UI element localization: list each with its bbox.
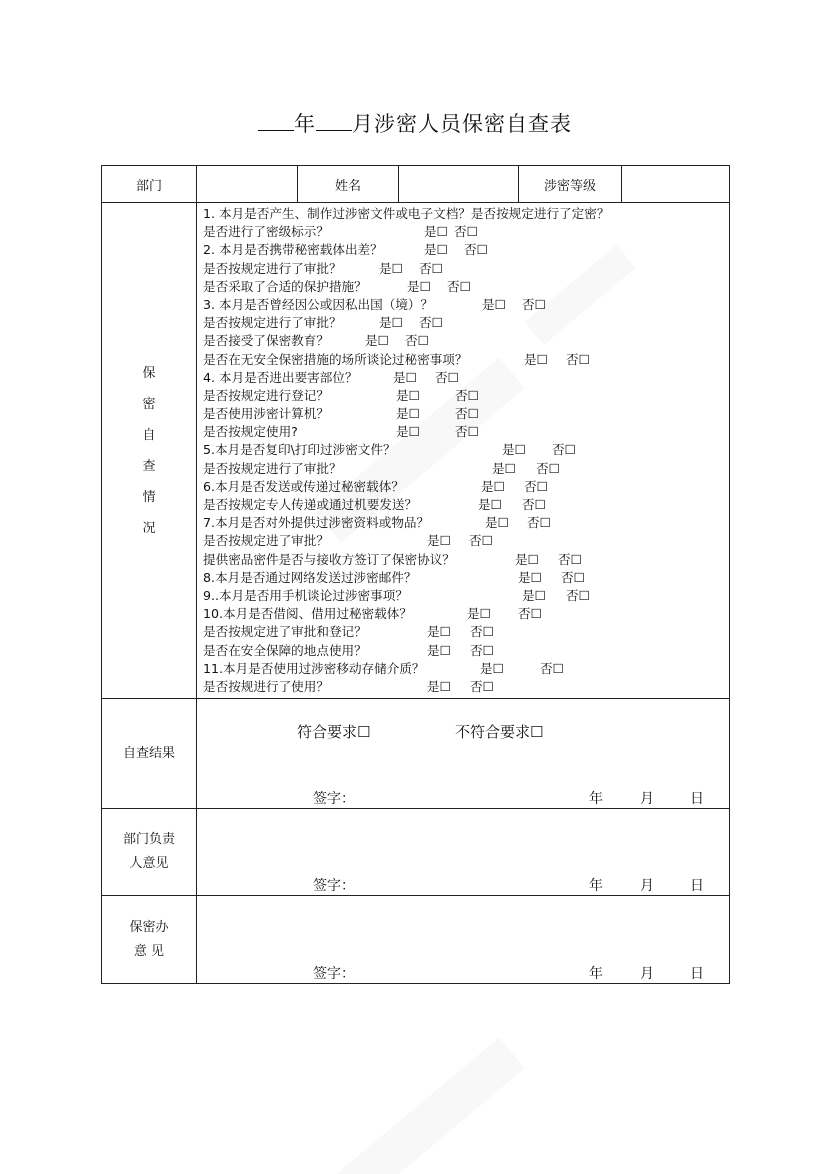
question-text: 5.本月是否复印\打印过涉密文件？ — [203, 442, 396, 458]
no-checkbox[interactable]: 否☐ — [540, 660, 564, 676]
office-opinion-row — [102, 896, 730, 984]
no-checkbox[interactable]: 否☐ — [419, 315, 443, 331]
dept-opinion-cell[interactable] — [197, 809, 730, 896]
yes-checkbox[interactable]: 是☐ — [379, 260, 403, 276]
result-ok-checkbox[interactable]: 符合要求☐ — [297, 723, 371, 742]
yes-checkbox[interactable]: 是☐ — [427, 533, 451, 549]
checklist-item — [203, 623, 729, 641]
yes-checkbox[interactable]: 是☐ — [522, 587, 546, 603]
level-label: 涉密等级 — [519, 166, 622, 203]
checklist-item — [203, 314, 729, 332]
question-text: 是否在无安全保密措施的场所谈论过秘密事项？ — [203, 351, 468, 367]
day-label: 日 — [690, 878, 704, 895]
yes-checkbox[interactable]: 是☐ — [407, 278, 431, 294]
yes-checkbox[interactable]: 是☐ — [482, 296, 506, 312]
label-char: 情 — [142, 489, 156, 505]
question-text: 是否使用涉密计算机？ — [203, 406, 329, 422]
checklist-item — [203, 569, 729, 587]
self-check-form — [101, 165, 730, 984]
yes-checkbox[interactable]: 是☐ — [518, 569, 542, 585]
label-char: 自 — [142, 427, 156, 443]
checklist-item — [203, 260, 729, 278]
no-checkbox[interactable]: 否☐ — [552, 442, 576, 458]
question-text: 2. 本月是否携带秘密载体出差？ — [203, 242, 383, 258]
question-text: 1. 本月是否产生、制作过涉密文件或电子文档？是否按规定进行了定密？ — [203, 206, 610, 221]
no-checkbox[interactable]: 否☐ — [524, 478, 548, 494]
no-checkbox[interactable]: 否☐ — [464, 242, 488, 258]
result-cell — [197, 699, 730, 809]
question-text: 是否按规定进行登记？ — [203, 387, 329, 403]
no-checkbox[interactable]: 否☐ — [455, 424, 479, 440]
office-signature-row — [197, 963, 729, 981]
question-text: 是否接受了保密教育？ — [203, 333, 329, 349]
month-blank — [316, 112, 352, 131]
no-checkbox[interactable]: 否☐ — [566, 351, 590, 367]
question-text: 提供密品密件是否与接收方签订了保密协议？ — [203, 551, 455, 567]
name-label: 姓名 — [298, 166, 399, 203]
sign-label: 签字： — [313, 966, 355, 983]
question-text: 9..本月是否用手机谈论过涉密事项？ — [203, 587, 408, 603]
checklist-item — [203, 205, 729, 223]
name-field[interactable] — [399, 166, 519, 203]
checklist-item — [203, 605, 729, 623]
no-checkbox[interactable]: 否☐ — [447, 278, 471, 294]
header-row — [102, 166, 730, 203]
question-text: 是否按规进行了使用？ — [203, 678, 329, 694]
label-char: 保 — [142, 365, 156, 381]
question-text: 是否采取了合适的保护措施？ — [203, 278, 367, 294]
checklist-item — [203, 478, 729, 496]
yes-checkbox[interactable]: 是☐ — [396, 387, 420, 403]
question-text: 4. 本月是否进出要害部位？ — [203, 369, 358, 385]
yes-checkbox[interactable]: 是☐ — [524, 351, 548, 367]
month-label: 月 — [640, 791, 654, 808]
checklist-item — [203, 514, 729, 532]
checklist-item — [203, 642, 729, 660]
yes-checkbox[interactable]: 是☐ — [427, 624, 451, 640]
checklist-item — [203, 496, 729, 514]
no-checkbox[interactable]: 否☐ — [527, 515, 551, 531]
question-text: 10.本月是否借阅、借用过秘密载体？ — [203, 606, 412, 622]
question-text: 是否在安全保障的地点使用？ — [203, 642, 367, 658]
checklist-item — [203, 441, 729, 459]
yes-checkbox[interactable]: 是☐ — [467, 606, 491, 622]
no-checkbox[interactable]: 否☐ — [470, 642, 494, 658]
result-row — [102, 699, 730, 809]
question-text: 是否按规定进行了审批？ — [203, 460, 342, 476]
result-not-ok-checkbox[interactable]: 不符合要求☐ — [455, 723, 544, 742]
office-opinion-label-line2: 意 见 — [133, 943, 165, 959]
label-char: 查 — [142, 458, 156, 474]
year-label: 年 — [589, 878, 603, 895]
yes-checkbox[interactable]: 是☐ — [481, 478, 505, 494]
no-checkbox[interactable]: 否☐ — [419, 260, 443, 276]
no-checkbox[interactable]: 否☐ — [561, 569, 585, 585]
yes-checkbox[interactable]: 是☐ — [365, 333, 389, 349]
yes-checkbox[interactable]: 是☐ — [480, 660, 504, 676]
dept-opinion-label-line1: 部门负责 — [122, 832, 175, 848]
question-text: 是否按规定进了审批和登记？ — [203, 624, 367, 640]
yes-checkbox[interactable]: 是☐ — [396, 406, 420, 422]
day-label: 日 — [690, 791, 704, 808]
no-checkbox[interactable]: 否☐ — [518, 606, 542, 622]
checklist-item — [203, 296, 729, 314]
no-checkbox[interactable]: 否☐ — [470, 624, 494, 640]
checklist-item — [203, 405, 729, 423]
yes-checkbox[interactable]: 是☐ — [485, 515, 509, 531]
question-text: 8.本月是否通过网络发送过涉密邮件？ — [203, 569, 417, 585]
checklist-item — [203, 387, 729, 405]
checklist-item — [203, 278, 729, 296]
no-checkbox[interactable]: 否☐ — [405, 333, 429, 349]
sign-label: 签字： — [313, 791, 355, 808]
no-checkbox[interactable]: 否☐ — [469, 533, 493, 549]
no-checkbox[interactable]: 否☐ — [455, 387, 479, 403]
checklist-item — [203, 678, 729, 696]
year-label: 年 — [589, 791, 603, 808]
dept-signature-row — [197, 875, 729, 893]
question-text: 是否进行了密级标示？ — [203, 224, 329, 240]
dept-field[interactable] — [197, 166, 298, 203]
yes-checkbox[interactable]: 是☐ — [515, 551, 539, 567]
page-title — [0, 108, 830, 138]
result-label: 自查结果 — [102, 699, 197, 809]
question-text: 6.本月是否发送或传递过秘密载体？ — [203, 478, 404, 494]
dept-opinion-label — [102, 809, 197, 896]
self-check-label — [102, 203, 197, 699]
yes-checkbox[interactable]: 是☐ — [478, 497, 502, 512]
checklist-item — [203, 587, 729, 605]
no-checkbox[interactable]: 否☐ — [522, 296, 546, 312]
checklist-item — [203, 369, 729, 387]
question-text: 是否按规定进行了审批？ — [203, 260, 342, 276]
yes-checkbox[interactable]: 是☐ — [396, 424, 420, 440]
dept-opinion-row — [102, 809, 730, 896]
yes-checkbox[interactable]: 是☐ — [502, 442, 526, 458]
checklist-item — [203, 551, 729, 569]
no-checkbox[interactable]: 否☐ — [522, 497, 546, 512]
dept-label: 部门 — [102, 166, 197, 203]
no-checkbox[interactable]: 否☐ — [566, 587, 590, 603]
question-text: 是否按规定进行了审批？ — [203, 315, 342, 331]
checklist-item — [203, 532, 729, 550]
checklist — [197, 203, 730, 699]
checklist-item — [203, 332, 729, 350]
question-text: 3. 本月是否曾经因公或因私出国（境）？ — [203, 296, 434, 312]
yes-checkbox[interactable]: 是☐ — [427, 642, 451, 658]
level-field[interactable] — [622, 166, 730, 203]
month-label: 月 — [640, 878, 654, 895]
no-checkbox[interactable]: 否☐ — [455, 406, 479, 422]
sign-label: 签字： — [313, 878, 355, 895]
dept-opinion-label-line2: 人意见 — [129, 856, 169, 872]
no-checkbox[interactable]: 否☐ — [470, 678, 494, 694]
question-text: 7.本月是否对外提供过涉密资料或物品？ — [203, 515, 430, 531]
yes-checkbox[interactable]: 是☐ — [492, 460, 516, 476]
label-char: 密 — [142, 396, 156, 412]
checklist-item — [203, 223, 729, 241]
checklist-item — [203, 423, 729, 441]
question-text: 是否按规定专人传递或通过机要发送？ — [203, 497, 418, 512]
checklist-item — [203, 241, 729, 259]
question-text: 是否按规定进了审批？ — [203, 533, 329, 549]
checklist-item — [203, 351, 729, 369]
yes-checkbox[interactable]: 是☐ — [427, 678, 451, 694]
yes-checkbox[interactable]: 是☐ — [424, 224, 448, 240]
no-checkbox[interactable]: 否☐ — [558, 551, 582, 567]
result-signature-row — [197, 788, 729, 806]
no-checkbox[interactable]: 否☐ — [454, 224, 478, 240]
year-blank — [258, 112, 294, 131]
office-opinion-label-line1: 保密办 — [129, 919, 169, 935]
month-label: 月 — [640, 966, 654, 983]
day-label: 日 — [690, 966, 704, 983]
label-char: 况 — [142, 520, 156, 536]
yes-checkbox[interactable]: 是☐ — [379, 315, 403, 331]
office-opinion-label — [102, 896, 197, 984]
question-text: 是否按规定使用? — [203, 424, 298, 440]
year-label: 年 — [589, 966, 603, 983]
office-opinion-cell[interactable] — [197, 896, 730, 984]
question-text: 11.本月是否使用过涉密移动存储介质？ — [203, 660, 425, 676]
title-year: 年 — [294, 112, 316, 136]
yes-checkbox[interactable]: 是☐ — [424, 242, 448, 258]
no-checkbox[interactable]: 否☐ — [435, 369, 459, 385]
title-rest: 月涉密人员保密自查表 — [352, 112, 572, 136]
no-checkbox[interactable]: 否☐ — [536, 460, 560, 476]
checklist-item — [203, 460, 729, 478]
self-check-row — [102, 203, 730, 699]
checklist-item — [203, 660, 729, 678]
yes-checkbox[interactable]: 是☐ — [393, 369, 417, 385]
